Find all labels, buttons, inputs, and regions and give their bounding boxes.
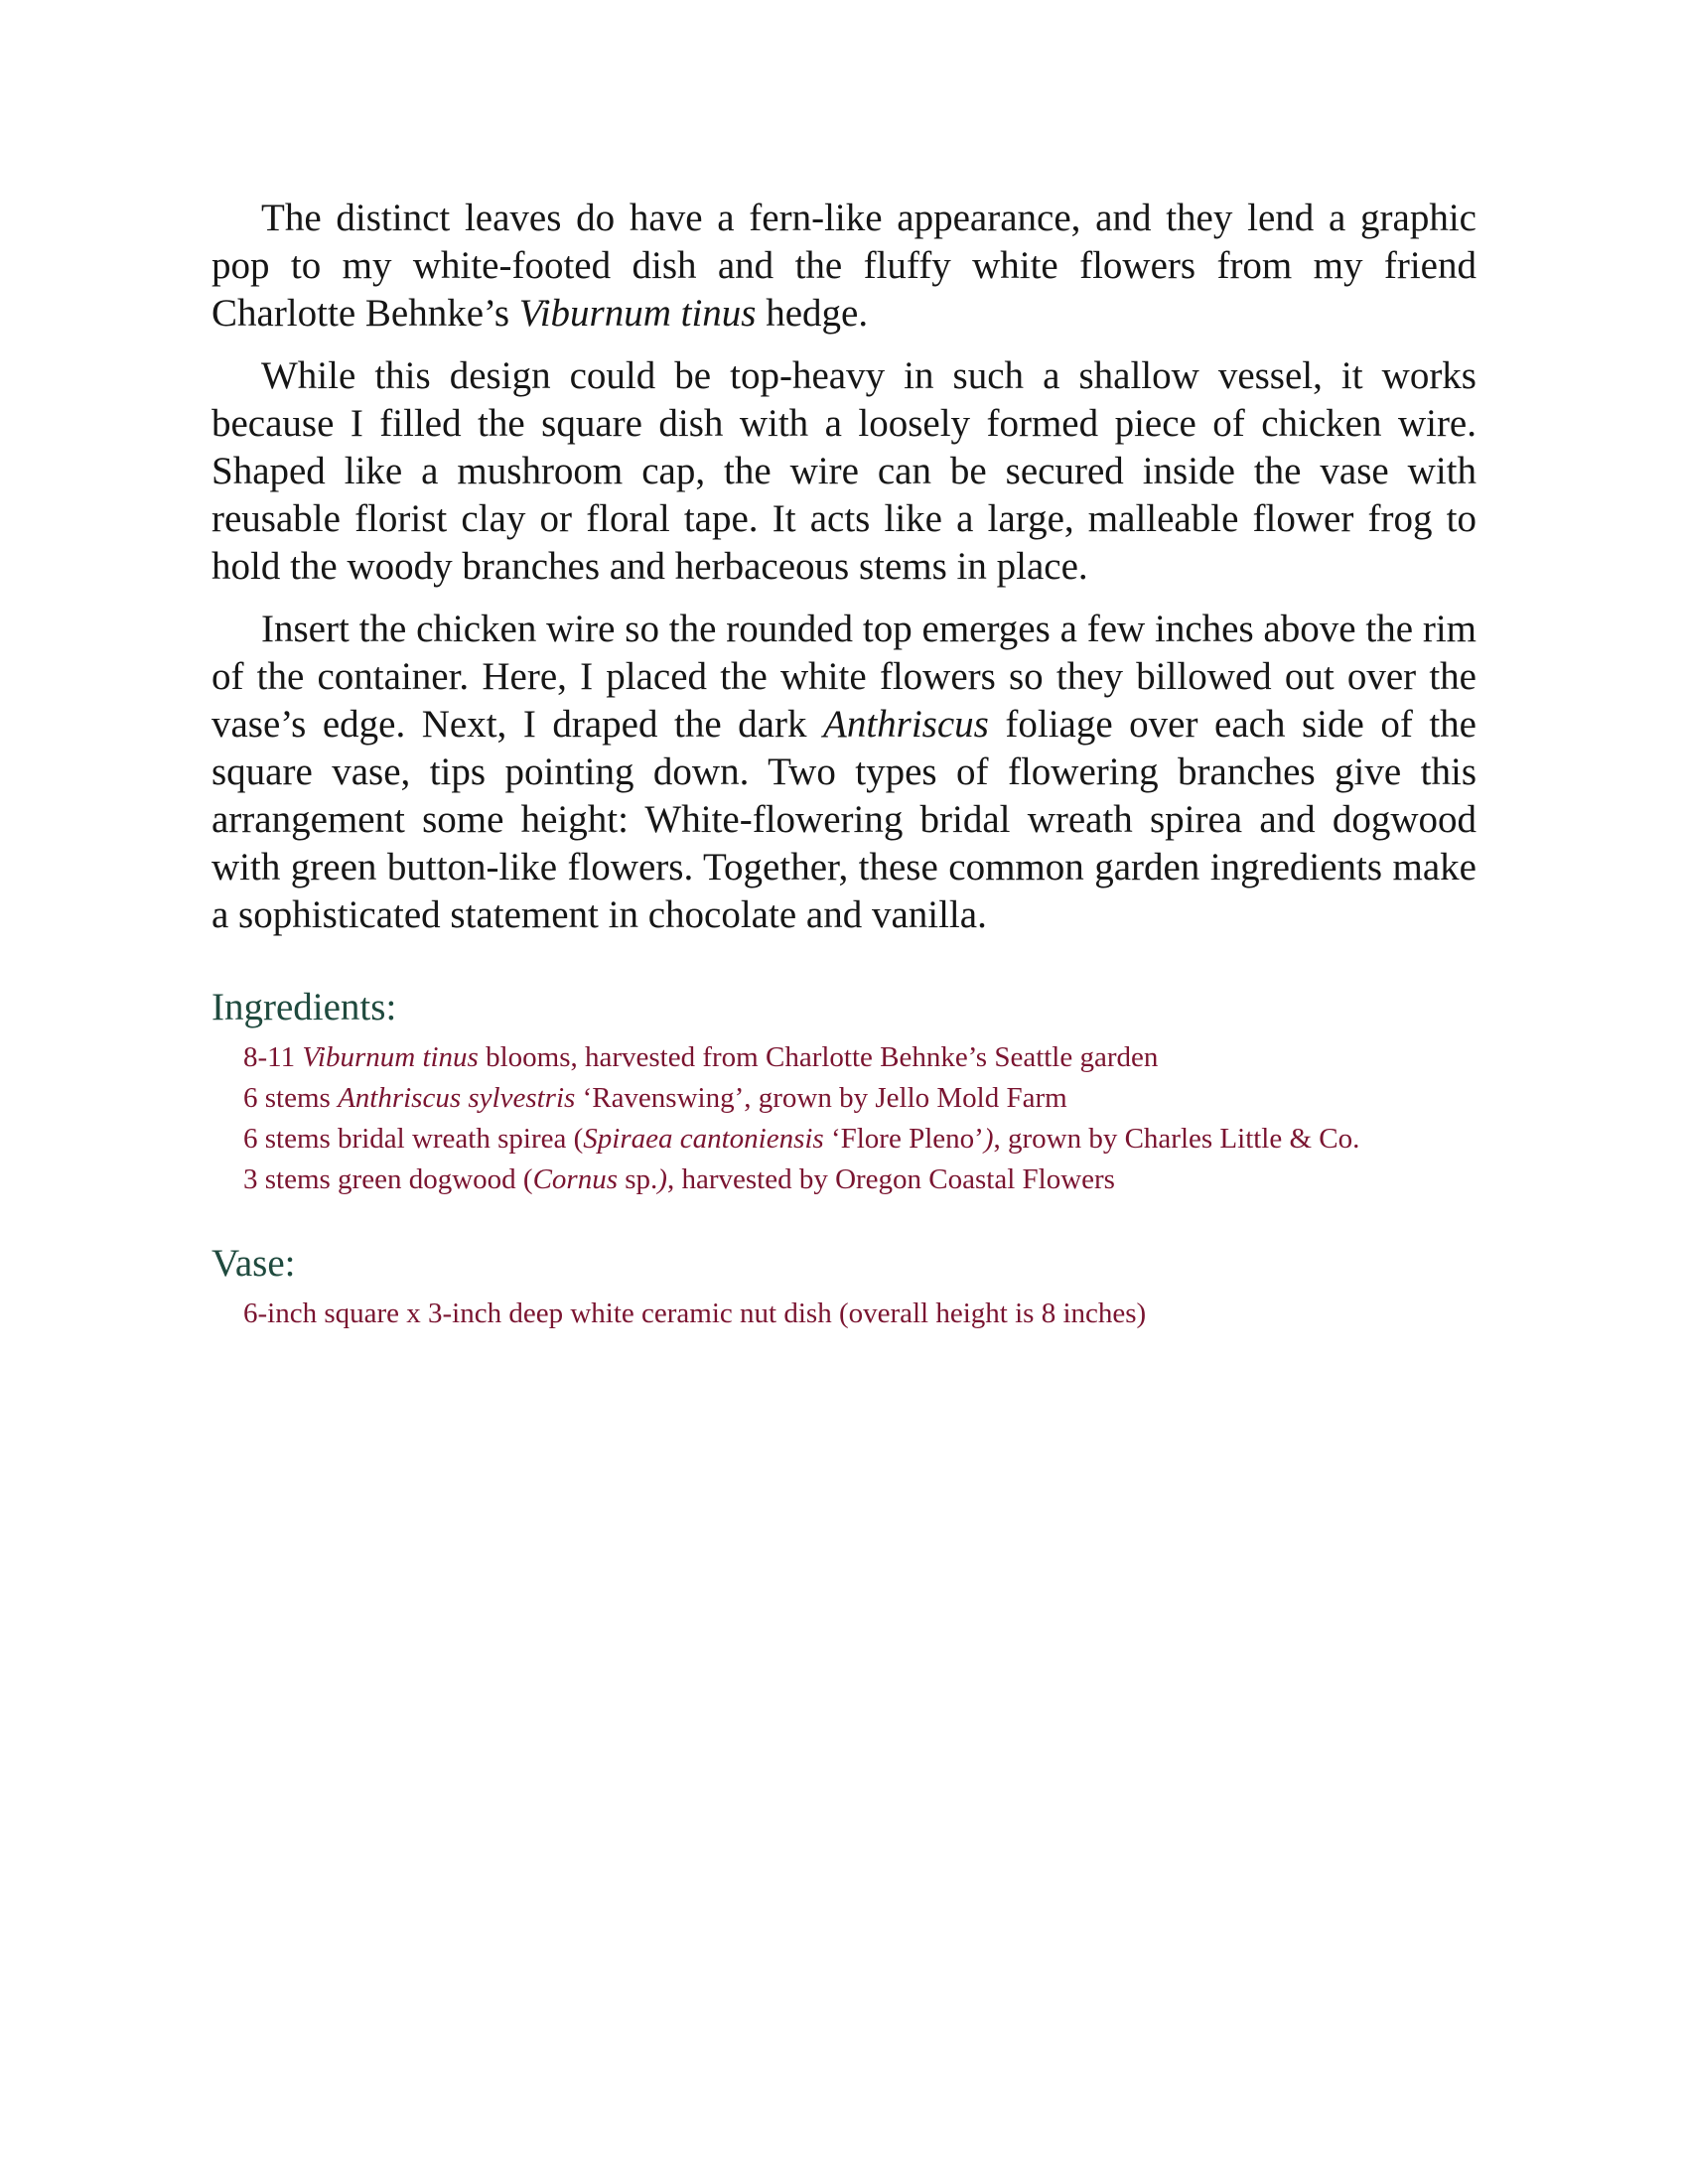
botanical-name: Anthriscus sylvestris bbox=[338, 1082, 576, 1114]
vase-list bbox=[211, 1294, 1477, 1334]
item-text: 8-11 bbox=[243, 1041, 303, 1073]
item-text: ‘Ravenswing’, grown by Jello Mold Farm bbox=[575, 1082, 1067, 1114]
item-text: ) bbox=[983, 1123, 994, 1155]
body-paragraph bbox=[211, 352, 1477, 591]
botanical-name: Viburnum tinus bbox=[518, 292, 757, 335]
body-paragraph bbox=[211, 195, 1477, 338]
paragraph-text: The distinct leaves do have a fern-like appearance, and they lend a graphic pop to my white-footed dish and the fluffy white flowers from my friend Charlotte Behnke’s bbox=[211, 197, 1477, 335]
paragraph-text: While this design could be top-heavy in such a shallow vessel, it works because I filled the square dish with a loosely formed piece of chicken wire. Shaped like a mushroom cap, the wire can be secured inside the vase with reusable florist clay or floral tape. It acts like a large, malleable flower frog to hold the woody branches and herbaceous stems in place. bbox=[211, 354, 1477, 588]
ingredients-heading: Ingredients: bbox=[211, 986, 397, 1028]
item-text: , harvested by Oregon Coastal Flowers bbox=[666, 1163, 1115, 1195]
item-text: sp. bbox=[617, 1163, 658, 1195]
botanical-name: Cornus bbox=[532, 1163, 618, 1195]
list-item bbox=[243, 1119, 1477, 1160]
item-text: ‘Flore Pleno’ bbox=[823, 1123, 984, 1155]
list-item bbox=[243, 1078, 1477, 1119]
paragraph-text: foliage over each side of the square vase, tips pointing down. Two types of flowering branches give this arrangement some height: White-flowering bridal wreath spirea and dogwood with green button-like flowers. Together, these common garden ingredients make a sophisticated statement in chocolate and vanilla. bbox=[211, 703, 1477, 936]
botanical-name: Viburnum tinus bbox=[302, 1041, 479, 1073]
item-text: 6-inch square x 3-inch deep white ceramic nut dish (overall height is 8 inches) bbox=[243, 1297, 1147, 1329]
item-text: 6 stems bridal wreath spirea ( bbox=[243, 1123, 584, 1155]
item-text: 6 stems bbox=[243, 1082, 339, 1114]
botanical-name: Anthriscus bbox=[823, 703, 989, 746]
body-paragraph bbox=[211, 606, 1477, 939]
list-item bbox=[243, 1160, 1477, 1200]
item-text: , grown by Charles Little & Co. bbox=[993, 1123, 1360, 1155]
ingredients-list bbox=[211, 1037, 1477, 1200]
item-text: 3 stems green dogwood ( bbox=[243, 1163, 533, 1195]
item-text: ) bbox=[657, 1163, 667, 1195]
paragraph-text: Insert the chicken wire so the rounded top emerges a few inches above the rim of the container. Here, I placed the white flowers so they billowed out over the vase’s edge. Next, I draped the dark bbox=[211, 608, 1477, 746]
list-item bbox=[243, 1037, 1477, 1078]
paragraph-text: hedge. bbox=[756, 292, 869, 335]
botanical-name: Spiraea cantoniensis bbox=[583, 1123, 824, 1155]
list-item bbox=[243, 1294, 1477, 1334]
item-text: blooms, harvested from Charlotte Behnke’s Seattle garden bbox=[478, 1041, 1159, 1073]
vase-heading: Vase: bbox=[211, 1242, 296, 1285]
document-page bbox=[211, 195, 1477, 1334]
